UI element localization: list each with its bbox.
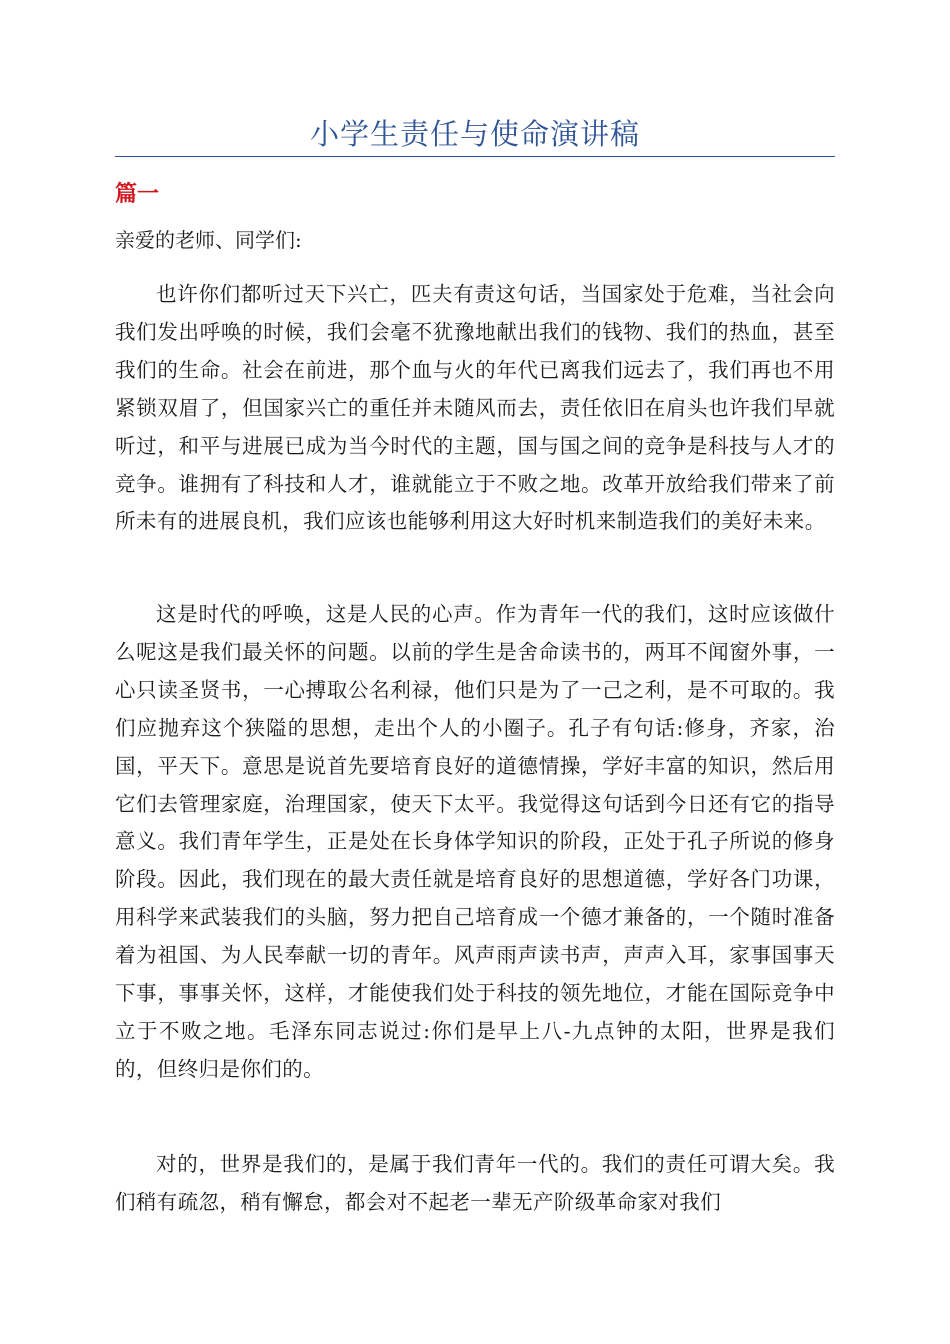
body-paragraph: 也许你们都听过天下兴亡，匹夫有责这句话，当国家处于危难，当社会向我们发出呼唤的时候，我们会毫不犹豫地献出我们的钱物、我们的热血，甚至我们的生命。社会在前进，那个血与火的年代已离我们远去了，我们再也不用紧锁双眉了，但国家兴亡的重任并未随风而去，责任依旧在肩头也许我们早就听过，和平与进展已成为当今时代的主题，国与国之间的竞争是科技与人才的竞争。谁拥有了科技和人才，谁就能立于不败之地。改革开放给我们带来了前所未有的进展良机，我们应该也能够利用这大好时机来制造我们的美好未来。 xyxy=(115,282,835,534)
page-title: 小学生责任与使命演讲稿 xyxy=(115,112,835,157)
body-paragraph: 这是时代的呼唤，这是人民的心声。作为青年一代的我们，这时应该做什么呢这是我们最关怀的问题。以前的学生是舍命读书的，两耳不闻窗外事，一心只读圣贤书，一心搏取公名利禄，他们只是为了一己之利，是不可取的。我们应抛弃这个狭隘的思想，走出个人的小圈子。孔子有句话:修身，齐家，治国，平天下。意思是说首先要培育良好的道德情操，学好丰富的知识，然后用它们去管理家庭，治理国家，使天下太平。我觉得这句话到今日还有它的指导意义。我们青年学生，正是处在长身体学知识的阶段，正处于孔子所说的修身阶段。因此，我们现在的最大责任就是培育良好的思想道德，学好各门功课，用科学来武装我们的头脑，努力把自己培育成一个德才兼备的，一个随时准备着为祖国、为人民奉献一切的青年。风声雨声读书声，声声入耳，家事国事天下事，事事关怀，这样，才能使我们处于科技的领先地位，才能在国际竞争中立于不败之地。毛泽东同志说过:你们是早上八-九点钟的太阳，世界是我们的，但终归是你们的。 xyxy=(115,602,835,1081)
body-paragraph: 对的，世界是我们的，是属于我们青年一代的。我们的责任可谓大矣。我们稍有疏忽，稍有懈怠，都会对不起老一辈无产阶级革命家对我们 xyxy=(115,1152,835,1214)
section-heading: 篇一 xyxy=(115,182,160,207)
salutation-line: 亲爱的老师、同学们: xyxy=(115,228,302,252)
